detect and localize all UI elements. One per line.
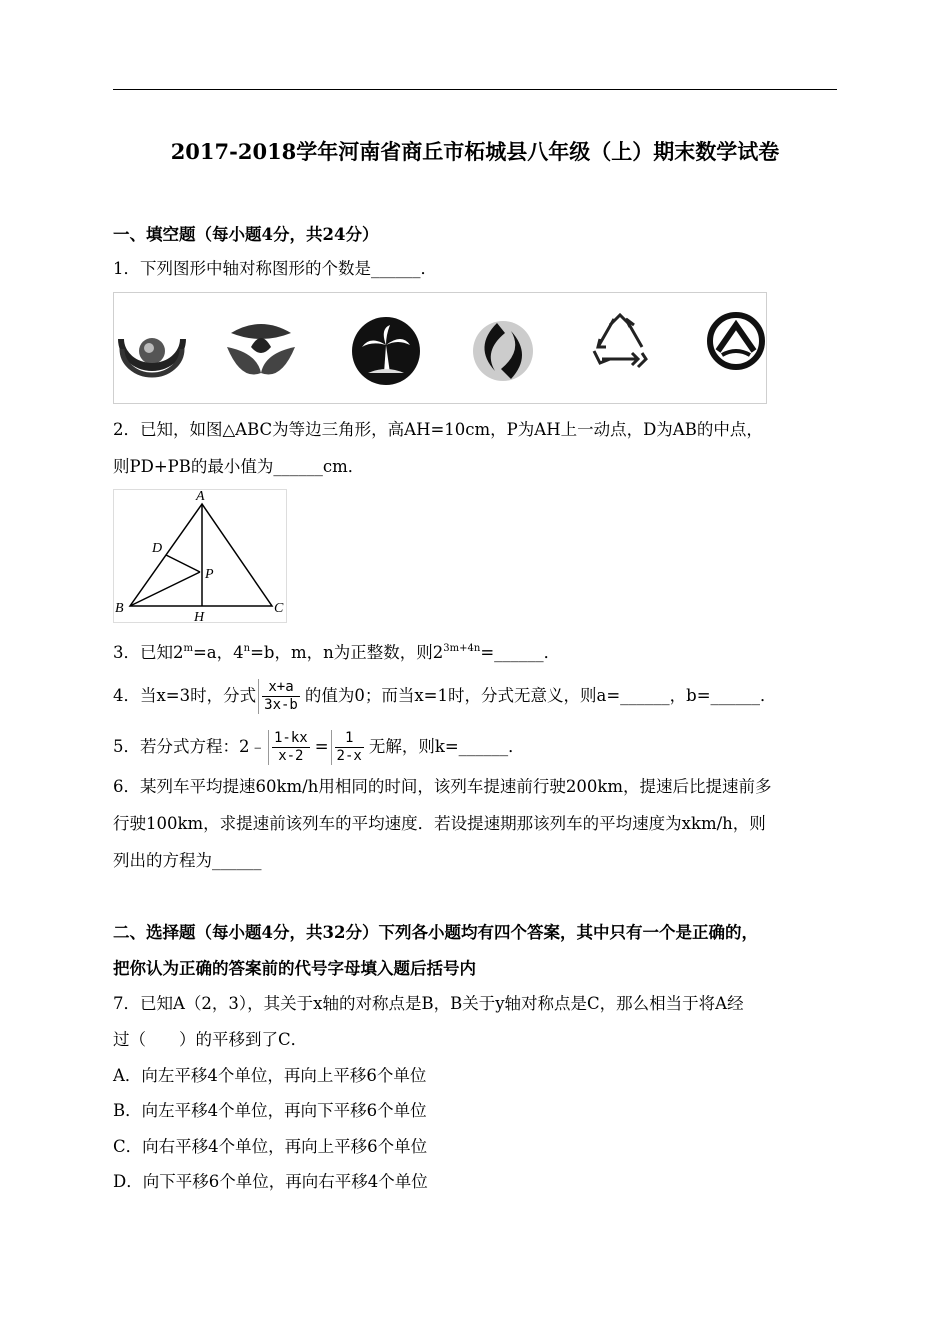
moon-emblem-icon <box>118 338 186 375</box>
question-2-line-1: 2．已知，如图△ABC为等边三角形，高AH=10cm，P为AH上一动点，D为AB的中点， <box>113 420 763 439</box>
question-6-line-3: 列出的方程为______ <box>113 851 262 870</box>
question-4: 4．当x=3时，分式 $\frac{x+a}{3x-b}$ 的值为0；而当x=1时，分式无意义，则a=______，b=______． <box>113 679 777 713</box>
fraction-q5-left: $\frac{1-kx}{x-2}$ <box>268 730 313 765</box>
label-h: H <box>194 610 205 622</box>
label-p: P <box>205 567 214 582</box>
mountain-emblem-icon <box>710 315 762 367</box>
question-3: 3．已知$2^m=a$，$4^n=b$，m，n为正整数，则$2^{3m+4n}=\_\_\_\_\_\_$． <box>113 643 561 662</box>
question-7-line-1: 7．已知A（2，3），其关于x轴的对称点是B，B关于y轴对称点是C，那么相当于将A经 <box>113 994 744 1013</box>
page-title: 2017-2018学年河南省商丘市柘城县八年级（上）期末数学试卷 <box>170 139 780 164</box>
leaf-emblem-icon <box>227 324 295 375</box>
question-1: 1．下列图形中轴对称图形的个数是______． <box>113 259 437 278</box>
q1-figure <box>113 292 767 404</box>
header-rule <box>113 89 837 90</box>
fraction-q5-right: $\frac{1}{2-x}$ <box>331 730 367 765</box>
recycle-icon <box>594 315 646 367</box>
section2-heading-line-2: 把你认为正确的答案前的代号字母填入题后括号内 <box>113 959 476 978</box>
swirl-emblem-icon <box>473 321 533 381</box>
fraction-q4: $\frac{x+a}{3x-b}$ <box>258 679 303 714</box>
question-6-line-2: 行驶100km，求提速前该列车的平均速度．若设提速期那该列车的平均速度为xkm/h，则 <box>113 814 766 833</box>
segment-dp <box>166 555 200 572</box>
label-a: A <box>196 490 205 504</box>
palm-tree-emblem-icon <box>352 317 420 385</box>
section1-heading: 一、填空题（每小题4分，共24分） <box>113 225 379 244</box>
option-b: B．向左平移4个单位，再向下平移6个单位 <box>113 1101 427 1120</box>
section2-heading-line-1: 二、选择题（每小题4分，共32分）下列各小题均有四个答案，其中只有一个是正确的， <box>113 923 758 942</box>
question-2-line-2: 则PD+PB的最小值为______cm． <box>113 457 365 476</box>
label-c: C <box>274 601 284 616</box>
label-b: B <box>115 601 124 616</box>
q2-triangle-figure <box>113 489 287 623</box>
question-5: 5．若分式方程：2﹣ $\frac{1-kx}{x-2}$ = $\frac{1}{2-x}$ 无解，则k=______． <box>113 730 525 764</box>
option-d: D．向下平移6个单位，再向右平移4个单位 <box>113 1172 428 1191</box>
label-d: D <box>152 541 163 556</box>
segment-bp <box>130 572 200 606</box>
option-c: C．向右平移4个单位，再向上平移6个单位 <box>113 1137 428 1156</box>
option-a: A．向左平移4个单位，再向上平移6个单位 <box>113 1066 427 1085</box>
question-7-line-2: 过（ ）的平移到了C． <box>113 1030 308 1049</box>
question-6-line-1: 6．某列车平均提速60km/h用相同的时间，该列车提速前行驶200km，提速后比提速前多 <box>113 777 772 796</box>
